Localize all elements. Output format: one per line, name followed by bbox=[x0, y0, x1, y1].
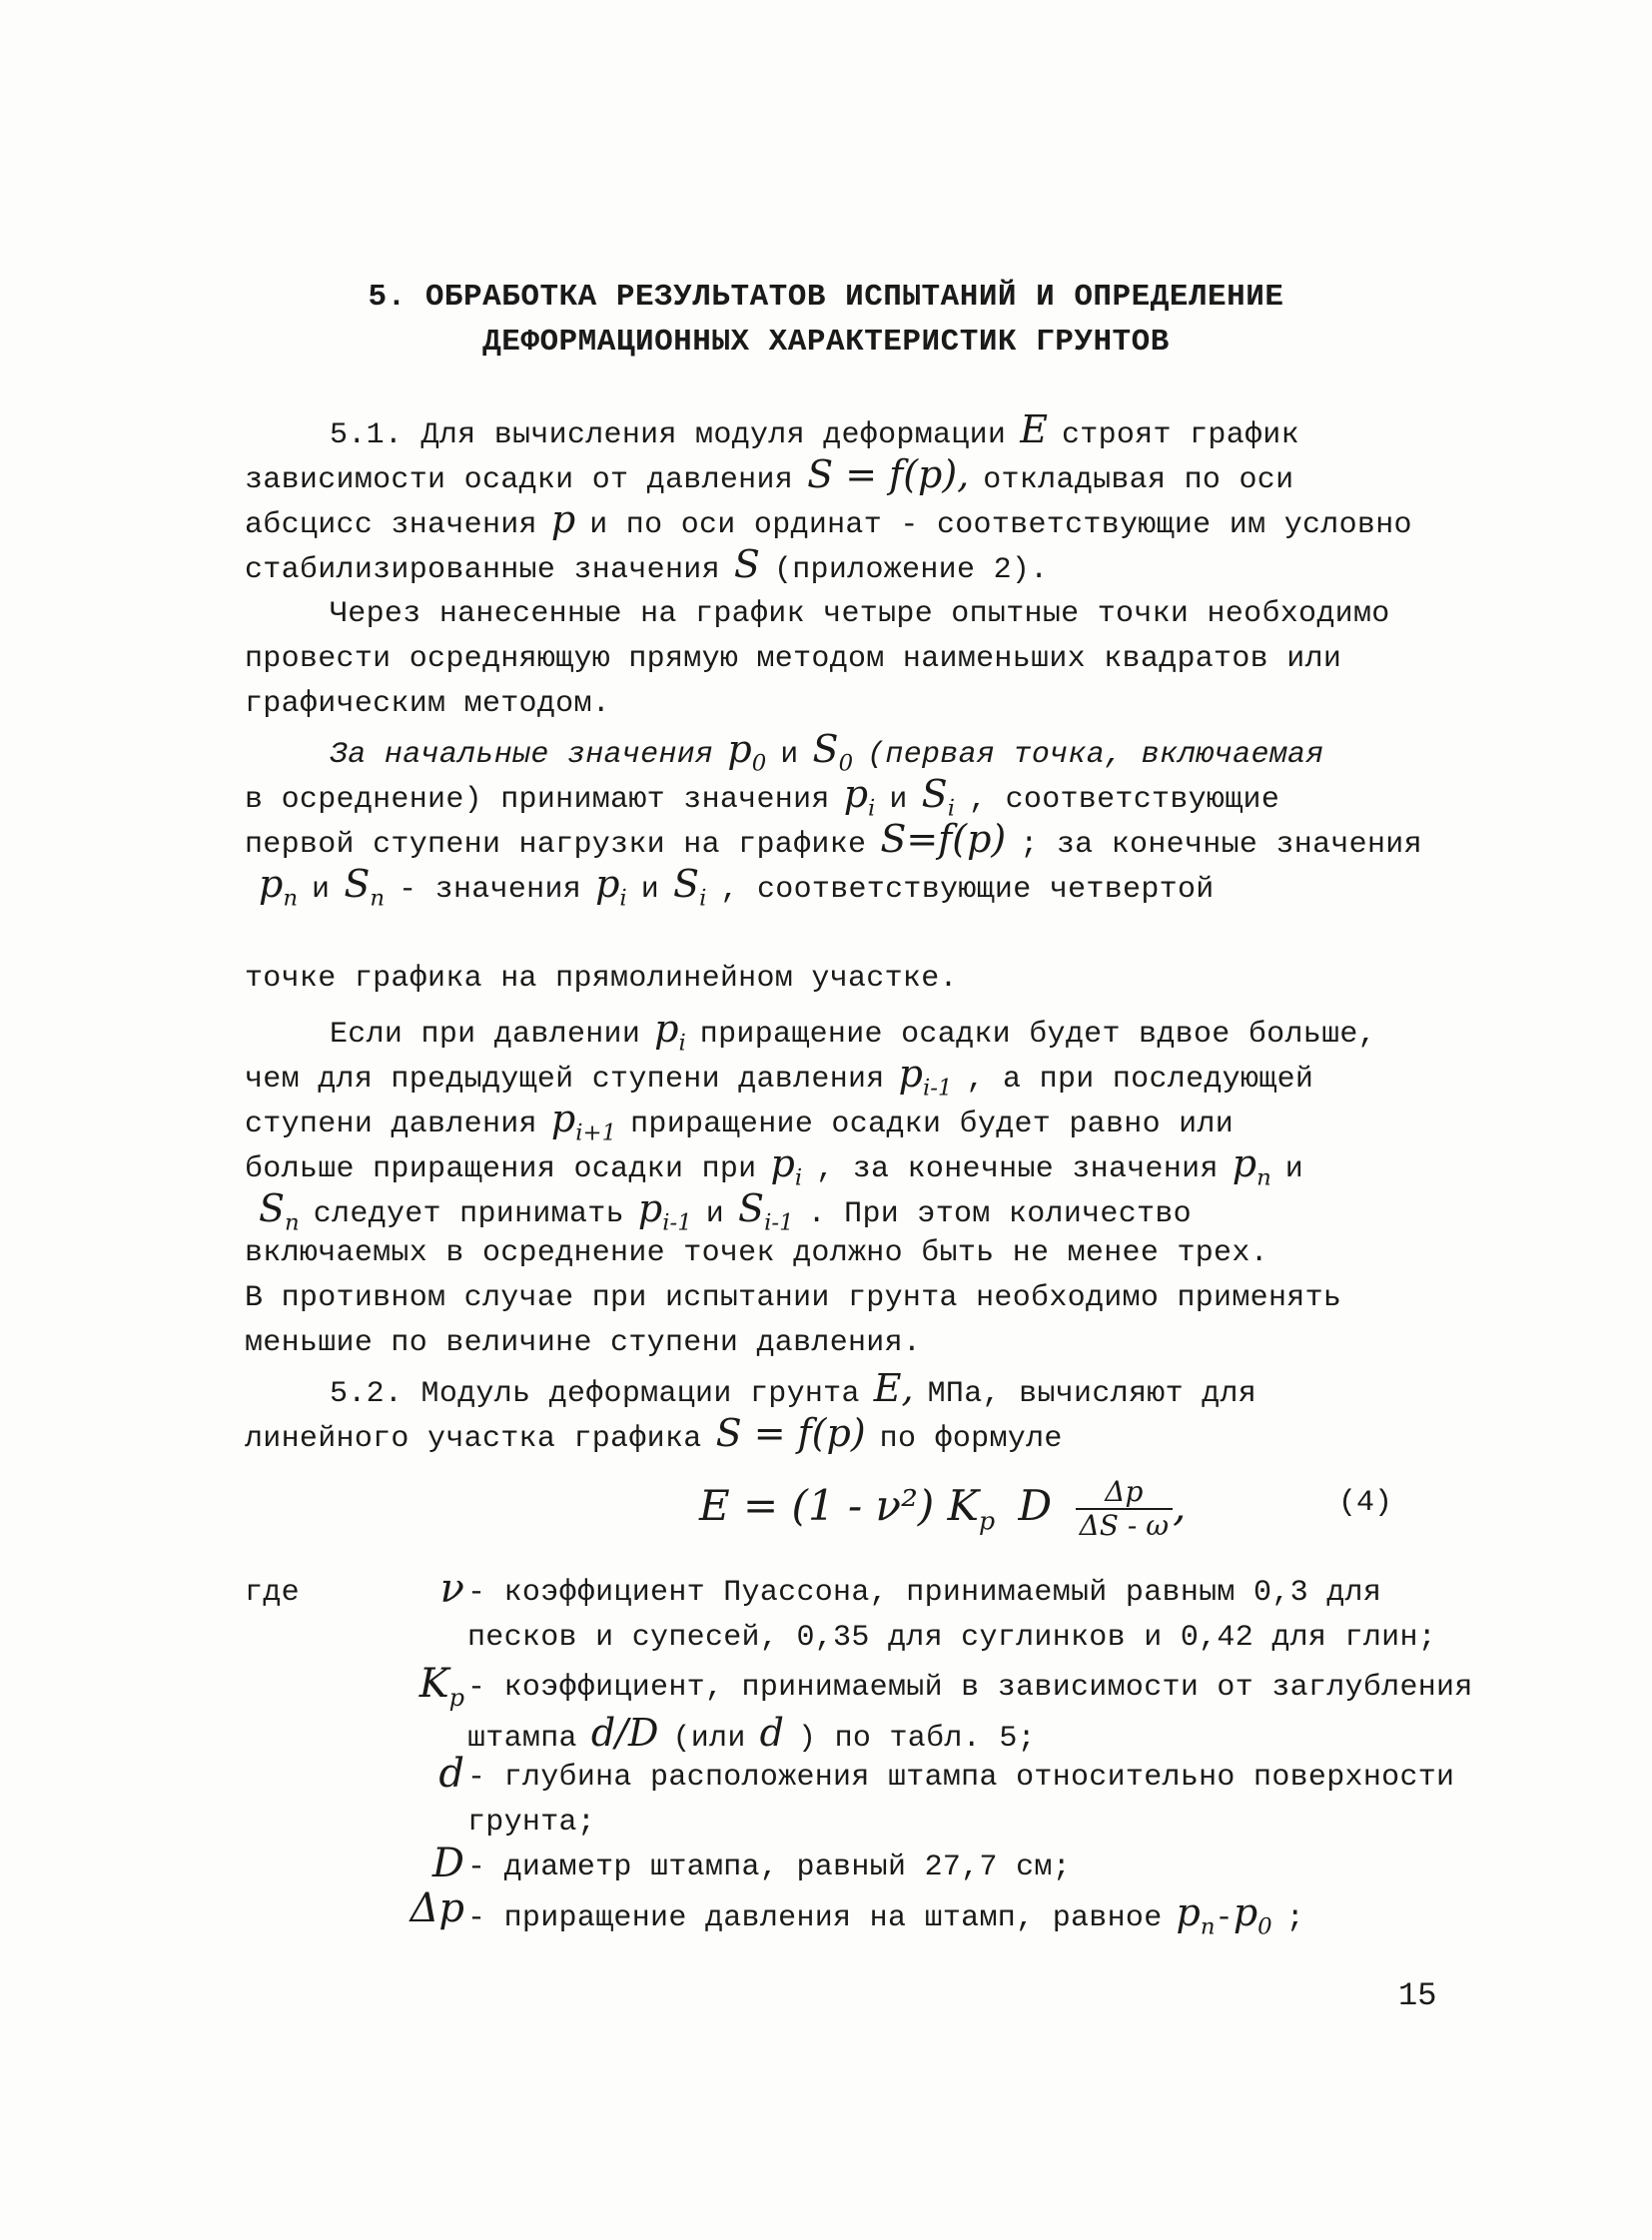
p-initial-line1: За начальные значения $p_0$ и $S_0$ (первая точка, включаемая bbox=[330, 727, 1324, 777]
where-label: где bbox=[245, 1576, 300, 1610]
p52-line1: 5.2. Модуль деформации грунта E, МПа, вычисляют для bbox=[330, 1366, 1257, 1411]
D-symbol: D bbox=[431, 1841, 464, 1886]
nu-def-line2: песков и супесей, 0,35 для суглинков и 0,42 для глин; bbox=[467, 1621, 1437, 1655]
p-if-line6: включаемых в осреднение точек должно быть не менее трех. bbox=[245, 1236, 1268, 1270]
p-if-line2: чем для предыдущей ступени давления $p_{i-1}$ , а при последующей bbox=[245, 1052, 1314, 1102]
p-initial-line3: первой ступени нагрузки на графике S=f(p) ; за конечные значения bbox=[245, 817, 1422, 862]
D-def-line1: - диаметр штампа, равный 27,7 см; bbox=[467, 1851, 1071, 1884]
formula-4: E = (1 - ν²) $K_p$ D $\frac{\Delta p}{\Delta S - \omega}$ , bbox=[699, 1475, 1187, 1542]
p-through-line3: графическим методом. bbox=[245, 687, 611, 721]
dp-def-line1: - приращение давления на штамп, равное $p_n-p_0$ ; bbox=[467, 1890, 1304, 1940]
formula-fraction: $\frac{\Delta p}{\Delta S - \omega}$ bbox=[1076, 1476, 1174, 1542]
page-number: 15 bbox=[1398, 1977, 1437, 2014]
p51-line1: 5.1. Для вычисления модуля деформации E строят график bbox=[330, 407, 1299, 452]
p52-line2: линейного участка графика S = f(p) по формуле bbox=[245, 1411, 1063, 1456]
dp-symbol: Δp bbox=[410, 1885, 464, 1931]
d-def-line2: грунта; bbox=[467, 1806, 596, 1840]
p-if-line1: Если при давлении $p_i$ приращение осадки будет вдвое больше, bbox=[330, 1007, 1376, 1057]
nu-def-line1: - коэффициент Пуассона, принимаемый равным 0,3 для bbox=[467, 1576, 1382, 1610]
kp-def-line2: штампа d/D (или d ) по табл. 5; bbox=[467, 1711, 1036, 1756]
p-if-line3: ступени давления $p_{i+1}$ приращение осадки будет равно или bbox=[245, 1097, 1235, 1146]
p51-line2: зависимости осадки от давления S = f(p), откладывая по оси bbox=[245, 452, 1294, 497]
p-initial-line2: в осреднение) принимают значения $p_i$ и $S_i$ , соответствующие bbox=[245, 772, 1280, 822]
d-def-line1: - глубина расположения штампа относительно поверхности bbox=[467, 1761, 1455, 1795]
kp-def-line1: - коэффициент, принимаемый в зависимости от заглубления bbox=[467, 1671, 1473, 1705]
kp-symbol: $K_p$ bbox=[418, 1661, 464, 1712]
p-through-line1: Через нанесенные на график четыре опытные точки необходимо bbox=[330, 597, 1390, 631]
p51-line3: абсцисс значения p и по оси ординат - соответствующие им условно bbox=[245, 497, 1412, 542]
p-if-line5: $S_n$ следует принимать $p_{i-1}$ и $S_{i-1}$ . При этом количество bbox=[259, 1186, 1192, 1236]
p-if-line4: больше приращения осадки при $p_i$ , за конечные значения $p_n$ и bbox=[245, 1141, 1304, 1191]
p51-line4: стабилизированные значения S (приложение 2). bbox=[245, 542, 1049, 587]
p-initial-line5: точке графика на прямолинейном участке. bbox=[245, 962, 958, 996]
p-if-line7: В противном случае при испытании грунта необходимо применять bbox=[245, 1281, 1342, 1315]
p-initial-line4: $p_n$ и $S_n$ - значения $p_i$ и $S_i$ , соответствующие четвертой bbox=[259, 862, 1215, 912]
d-symbol: d bbox=[438, 1751, 464, 1797]
section-heading-line2: ДЕФОРМАЦИОННЫХ ХАРАКТЕРИСТИК ГРУНТОВ bbox=[482, 325, 1170, 360]
equation-number: (4) bbox=[1338, 1486, 1393, 1520]
nu-symbol: ν bbox=[439, 1566, 464, 1612]
p-through-line2: провести осредняющую прямую методом наименьших квадратов или bbox=[245, 642, 1342, 676]
p-if-line8: меньшие по величине ступени давления. bbox=[245, 1326, 922, 1360]
section-heading-line1: 5. ОБРАБОТКА РЕЗУЛЬТАТОВ ИСПЫТАНИЙ И ОПРЕДЕЛЕНИЕ bbox=[368, 280, 1284, 315]
